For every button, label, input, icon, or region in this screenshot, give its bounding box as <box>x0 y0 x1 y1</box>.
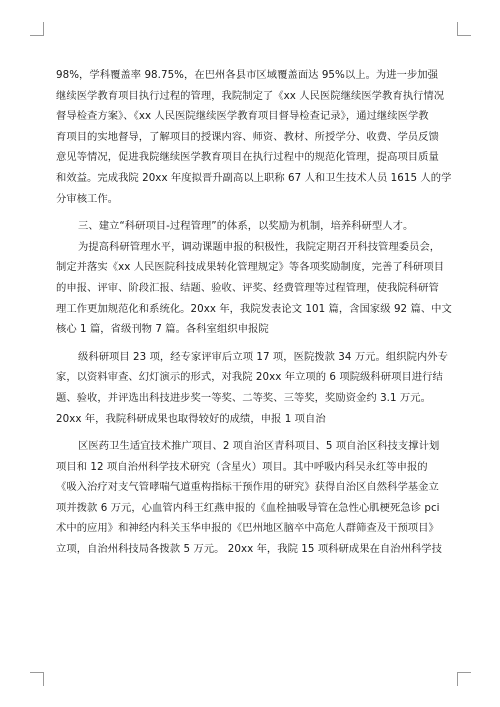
text-line: 项并拨款 6 万元，心血管内科王红燕申报的《血栓抽吸导管在急性心肌梗死急诊 pci <box>56 501 440 514</box>
text-line: 立项，自治州科技局各拨款 5 万元。 20xx 年，我院 15 项科研成果在自治州科学技 <box>56 543 442 556</box>
crop-mark-bottom-left <box>30 672 44 686</box>
text-line: 级科研项目 23 项，经专家评审后立项 17 项，医院拨款 34 万元。组织院内外专 <box>78 350 448 363</box>
section-heading: 三、建立“科研项目-过程管理”的体系，以奖励为机制，培养科研型人才。 <box>78 220 414 233</box>
text-line: 98%，学科覆盖率 98.75%，在巴州各县市区域覆盖面达 95%以上。为进一步加强 <box>56 69 438 81</box>
text-line: 为提高科研管理水平，调动课题申报的积极性，我院定期召开科技管理委员会， <box>78 240 441 253</box>
document-body <box>56 65 452 560</box>
text-line: 《吸入治疗对支气管哮喘气道重构指标干预作用的研究》获得自治区自然科学基金立 <box>56 481 439 494</box>
crop-mark-top-right <box>457 22 471 36</box>
text-line: 继续医学教育项目执行过程的管理，我院制定了《xx 人民医院继续医学教育执行情况 <box>56 89 445 102</box>
text-line: 分审核工作。 <box>56 192 119 205</box>
text-line: 区医药卫生适宜技术推广项目、2 项自治区青科项目、5 项自治区科技支撑计划 <box>78 440 440 453</box>
text-line: 核心 1 篇，省级刊物 7 篇。各科室组织申报院 <box>56 323 269 336</box>
text-line: 理工作更加规范化和系统化。20xx 年，我院发表论文 101 篇，含国家级 92 篇、中文 <box>56 302 452 315</box>
text-line: 家，以资料审查、幻灯演示的形式，对我院 20xx 年立项的 6 项院级科研项目进行结 <box>56 371 443 384</box>
text-line: 项目和 12 项自治州科学技术研究（含星火）项目。其中呼吸内科吴永红等申报的 <box>56 460 428 473</box>
text-line: 的申报、评审、阶段汇报、结题、验收、评奖、经费管理等过程管理，使我院科研管 <box>56 281 439 294</box>
text-line: 20xx 年，我院科研成果也取得较好的成绩，申报 1 项自治 <box>56 412 326 425</box>
text-line: 和效益。完成我院 20xx 年度拟晋升副高以上职称 67 人和卫生技术人员 1615 人的学 <box>56 171 452 184</box>
crop-mark-top-left <box>30 22 44 36</box>
text-line: 术中的应用》和神经内科关玉华申报的《巴州地区脑卒中高危人群筛查及干预项目》 <box>56 522 439 535</box>
text-line: 制定并落实《xx 人民医院科技成果转化管理规定》等各项奖励制度，完善了科研项目 <box>56 261 445 274</box>
text-line: 意见等情况，促进我院继续医学教育项目在执行过程中的规范化管理，提高项目质量 <box>56 151 439 164</box>
text-line: 督导检查方案》、《xx 人民医院继续医学教育项目督导检查记录》，通过继续医学教 <box>56 110 429 123</box>
crop-mark-bottom-right <box>457 672 471 686</box>
text-line: 育项目的实地督导，了解项目的授课内容、师资、教材、所授学分、收费、学员反馈 <box>56 130 439 143</box>
text-line: 题、验收，并评选出科技进步奖一等奖、二等奖、三等奖，奖励资金约 3.1 万元。 <box>56 391 431 404</box>
